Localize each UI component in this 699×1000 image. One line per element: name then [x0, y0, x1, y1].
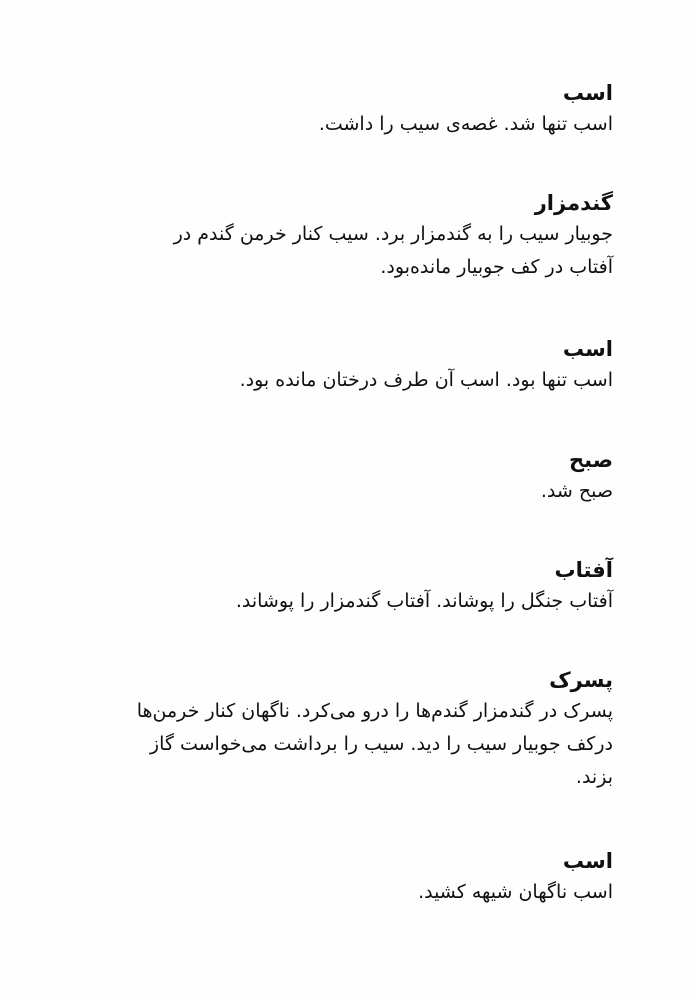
section-heading: صبح	[569, 448, 613, 472]
section-heading: اسب	[562, 849, 613, 873]
body-line: درکف جوبیار سیب را دید. سیب را برداشت می‌خواست گاز	[149, 733, 613, 755]
body-line: آفتاب در کف جوبیار مانده‌بود.	[380, 256, 613, 278]
body-line: صبح شد.	[540, 480, 613, 502]
section-horse-2	[93, 334, 613, 397]
section-sun	[93, 555, 613, 618]
body-line: آفتاب جنگل را پوشاند. آفتاب گندمزار را پوشاند.	[235, 590, 613, 612]
section-horse-1	[93, 78, 613, 141]
section-boy	[93, 665, 613, 794]
body-line: جوبیار سیب را به گندمزار برد. سیب کنار خرمن گندم در	[173, 223, 613, 245]
section-horse-3	[93, 846, 613, 909]
body-line: اسب ناگهان شیهه کشید.	[418, 881, 613, 903]
section-heading: اسب	[562, 337, 613, 361]
section-heading: آفتاب	[554, 558, 613, 582]
body-line: پسرک در گندمزار گندم‌ها را درو می‌کرد. ناگهان کنار خرمن‌ها	[136, 700, 613, 722]
section-wheatfield	[93, 188, 613, 284]
section-heading: گندمزار	[534, 191, 613, 215]
body-line: اسب تنها شد. غصه‌ی سیب را داشت.	[318, 113, 613, 135]
section-heading: اسب	[562, 81, 613, 105]
section-morning	[93, 445, 613, 508]
section-heading: پسرک	[549, 668, 613, 692]
body-line: بزند.	[575, 766, 613, 788]
body-line: اسب تنها بود. اسب آن طرف درختان مانده بود.	[239, 369, 613, 391]
